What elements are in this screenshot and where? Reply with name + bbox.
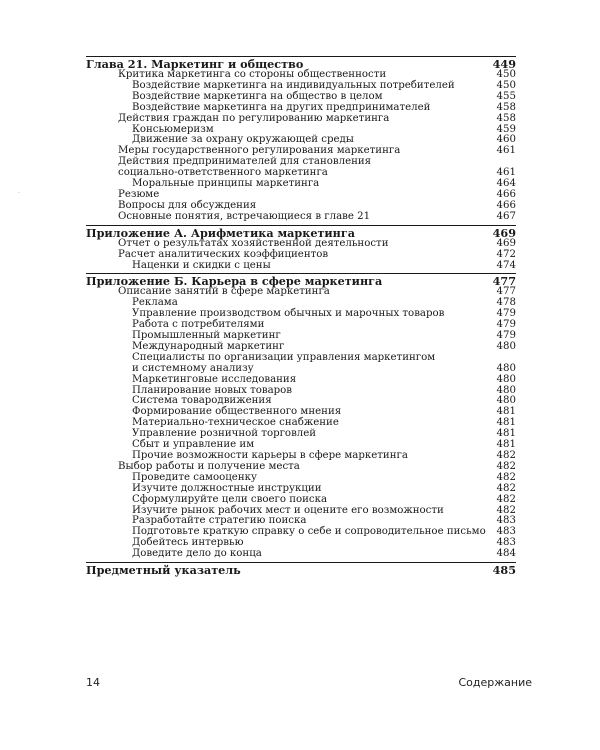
toc-entry-page: 466 [496,188,516,200]
toc-entry-page: 482 [496,504,516,516]
toc-entry-page: 449 [492,57,516,71]
toc-entry-page: 458 [496,101,516,113]
toc-entry-page: 450 [496,69,516,80]
toc-entry-title: Разработайте стратегию поиска [132,515,307,527]
toc-entry-page: 458 [496,112,516,124]
toc-entry-title: Критика маркетинга со стороны общественности [118,69,387,80]
toc-entry-title: Воздействие маркетинга на общество в целом [132,90,383,102]
toc-section-heading [86,225,516,239]
toc-entry-title: Резюме [118,188,160,200]
toc-entry-title: Доведите дело до конца [132,548,262,560]
toc-entry-page: 460 [496,134,516,146]
toc-entry-page: 479 [496,308,516,320]
toc-entry-title: Добейтесь интервью [132,537,244,549]
toc-entry-title: Проведите самооценку [132,471,257,483]
toc-entry-title: Отчет о результатах хозяйственной деятельности [118,237,389,249]
toc-entry-page: 482 [496,460,516,472]
toc-entry-page: 482 [496,482,516,494]
toc-entry-page: 480 [496,395,516,407]
toc-entry-title: Воздействие маркетинга на других предпринимателей [132,101,431,113]
toc-entry-page: 477 [496,286,516,298]
toc-entry-page: 482 [496,471,516,483]
toc-entry-page: 450 [496,79,516,91]
toc-entry-title: Маркетинговые исследования [132,373,297,385]
toc-entry [86,375,516,386]
toc-entry-page: 481 [496,428,516,440]
toc-entry-title: Изучите должностные инструкции [132,482,322,494]
toc-entry-title: Приложение Б. Карьера в сфере маркетинга [86,274,383,289]
toc-entry-title: Сформулируйте цели своего поиска [132,493,328,505]
toc-entry-title: Действия предпринимателей для становления [118,156,372,168]
toc-entry-title: Расчет аналитических коэффициентов [118,248,329,260]
toc-entry-title: Планирование новых товаров [132,384,293,396]
toc-entry-page: 467 [496,210,516,222]
toc-entry [86,239,516,250]
toc-section-heading [86,56,516,70]
toc-entry-title: Работа с потребителями [132,319,265,331]
toc-entry-page: 480 [496,384,516,396]
toc-entry-page: 455 [496,90,516,102]
toc-entry-page: 484 [496,548,516,560]
toc-entry-title: Вопросы для обсуждения [118,199,257,211]
toc-entry-title: Моральные принципы маркетинга [132,178,320,190]
toc-entry-page: 477 [492,274,516,289]
toc-entry-page: 480 [496,362,516,374]
toc-entry-page: 461 [496,145,516,157]
toc-entry-page: 469 [492,225,516,240]
page-number: 14 [86,676,100,689]
toc-entry-title: Воздействие маркетинга на индивидуальных потребителей [132,79,455,91]
toc-entry-title: Система товародвижения [132,395,272,407]
toc-entry-page: 479 [496,330,516,342]
running-section-title: Содержание [458,676,532,689]
toc-entry-title: Промышленный маркетинг [132,330,281,342]
toc-entry-title: Меры государственного регулирования маркетинга [118,145,401,157]
toc-entry-title: Управление розничной торговлей [132,428,317,440]
toc-entry-page: 461 [496,167,516,179]
toc-entry [86,212,516,223]
toc-entry-page: 483 [496,515,516,527]
toc-entry-title: и системному анализу [132,362,254,374]
toc-entry-title: Выбор работы и получение места [118,460,300,472]
toc-entry-page: 482 [496,450,516,461]
page-footer [86,676,532,689]
toc-entry-page: 480 [496,340,516,352]
toc-entry-title: Описание занятий в сфере маркетинга [118,286,330,298]
toc-entry-title: Действия граждан по регулированию маркетинга [118,112,390,124]
toc-entry-page: 480 [496,373,516,385]
toc-entry-title: Формирование общественного мнения [132,406,342,418]
toc-entry-page: 485 [492,563,516,578]
toc-entry-title: Консьюмеризм [132,123,214,135]
toc-entry-page: 459 [496,123,516,135]
toc-entry [86,484,516,495]
toc-entry-page: 483 [496,537,516,549]
toc-entry-title: Подготовьте краткую справку о себе и сопроводительное письмо [132,526,486,538]
toc-entry-page: 479 [496,319,516,331]
toc-entry [86,549,516,560]
toc-entry-title: Прочие возможности карьеры в сфере маркетинга [132,450,408,461]
toc-entry [86,250,516,261]
toc-entry-title: Наценки и скидки с цены [132,259,271,271]
toc-entry-page: 472 [496,248,516,260]
table-of-contents [86,56,516,576]
toc-entry-title: Реклама [132,297,178,309]
toc-entry-title: Управление производством обычных и марочных товаров [132,308,445,320]
toc-entry-page: 481 [496,439,516,451]
toc-entry-title: Материально-техническое снабжение [132,417,339,429]
toc-entry-title: Специалисты по организации управления маркетингом [132,351,436,363]
toc-entry [86,495,516,506]
toc-entry-title: Предметный указатель [86,563,241,578]
toc-entry-title: Движение за охрану окружающей среды [132,134,354,146]
toc-entry-title: Сбыт и управление им [132,439,255,451]
toc-entry-page: 478 [496,297,516,309]
toc-entry-page: 481 [496,417,516,429]
toc-entry-page: 474 [496,259,516,271]
toc-entry-page: 464 [496,178,516,190]
toc-entry [86,114,516,125]
toc-entry [86,261,516,272]
toc-entry-title: Международный маркетинг [132,340,285,352]
decorative-dot: · [18,190,20,197]
toc-entry-title: Глава 21. Маркетинг и общество [86,57,304,71]
toc-entry-title: социально-ответственного маркетинга [118,167,328,179]
toc-entry-page: 466 [496,199,516,211]
toc-entry-title: Основные понятия, встречающиеся в главе 21 [118,210,371,222]
toc-entry-page: 469 [496,237,516,249]
toc-entry-page: 482 [496,493,516,505]
toc-entry-page: 483 [496,526,516,538]
toc-entry-page: 481 [496,406,516,418]
toc-entry-title: Изучите рынок рабочих мест и оцените его возможности [132,504,444,516]
toc-entry [86,103,516,114]
toc-entry-title: Приложение А. Арифметика маркетинга [86,225,355,240]
toc-section-heading [86,562,516,576]
